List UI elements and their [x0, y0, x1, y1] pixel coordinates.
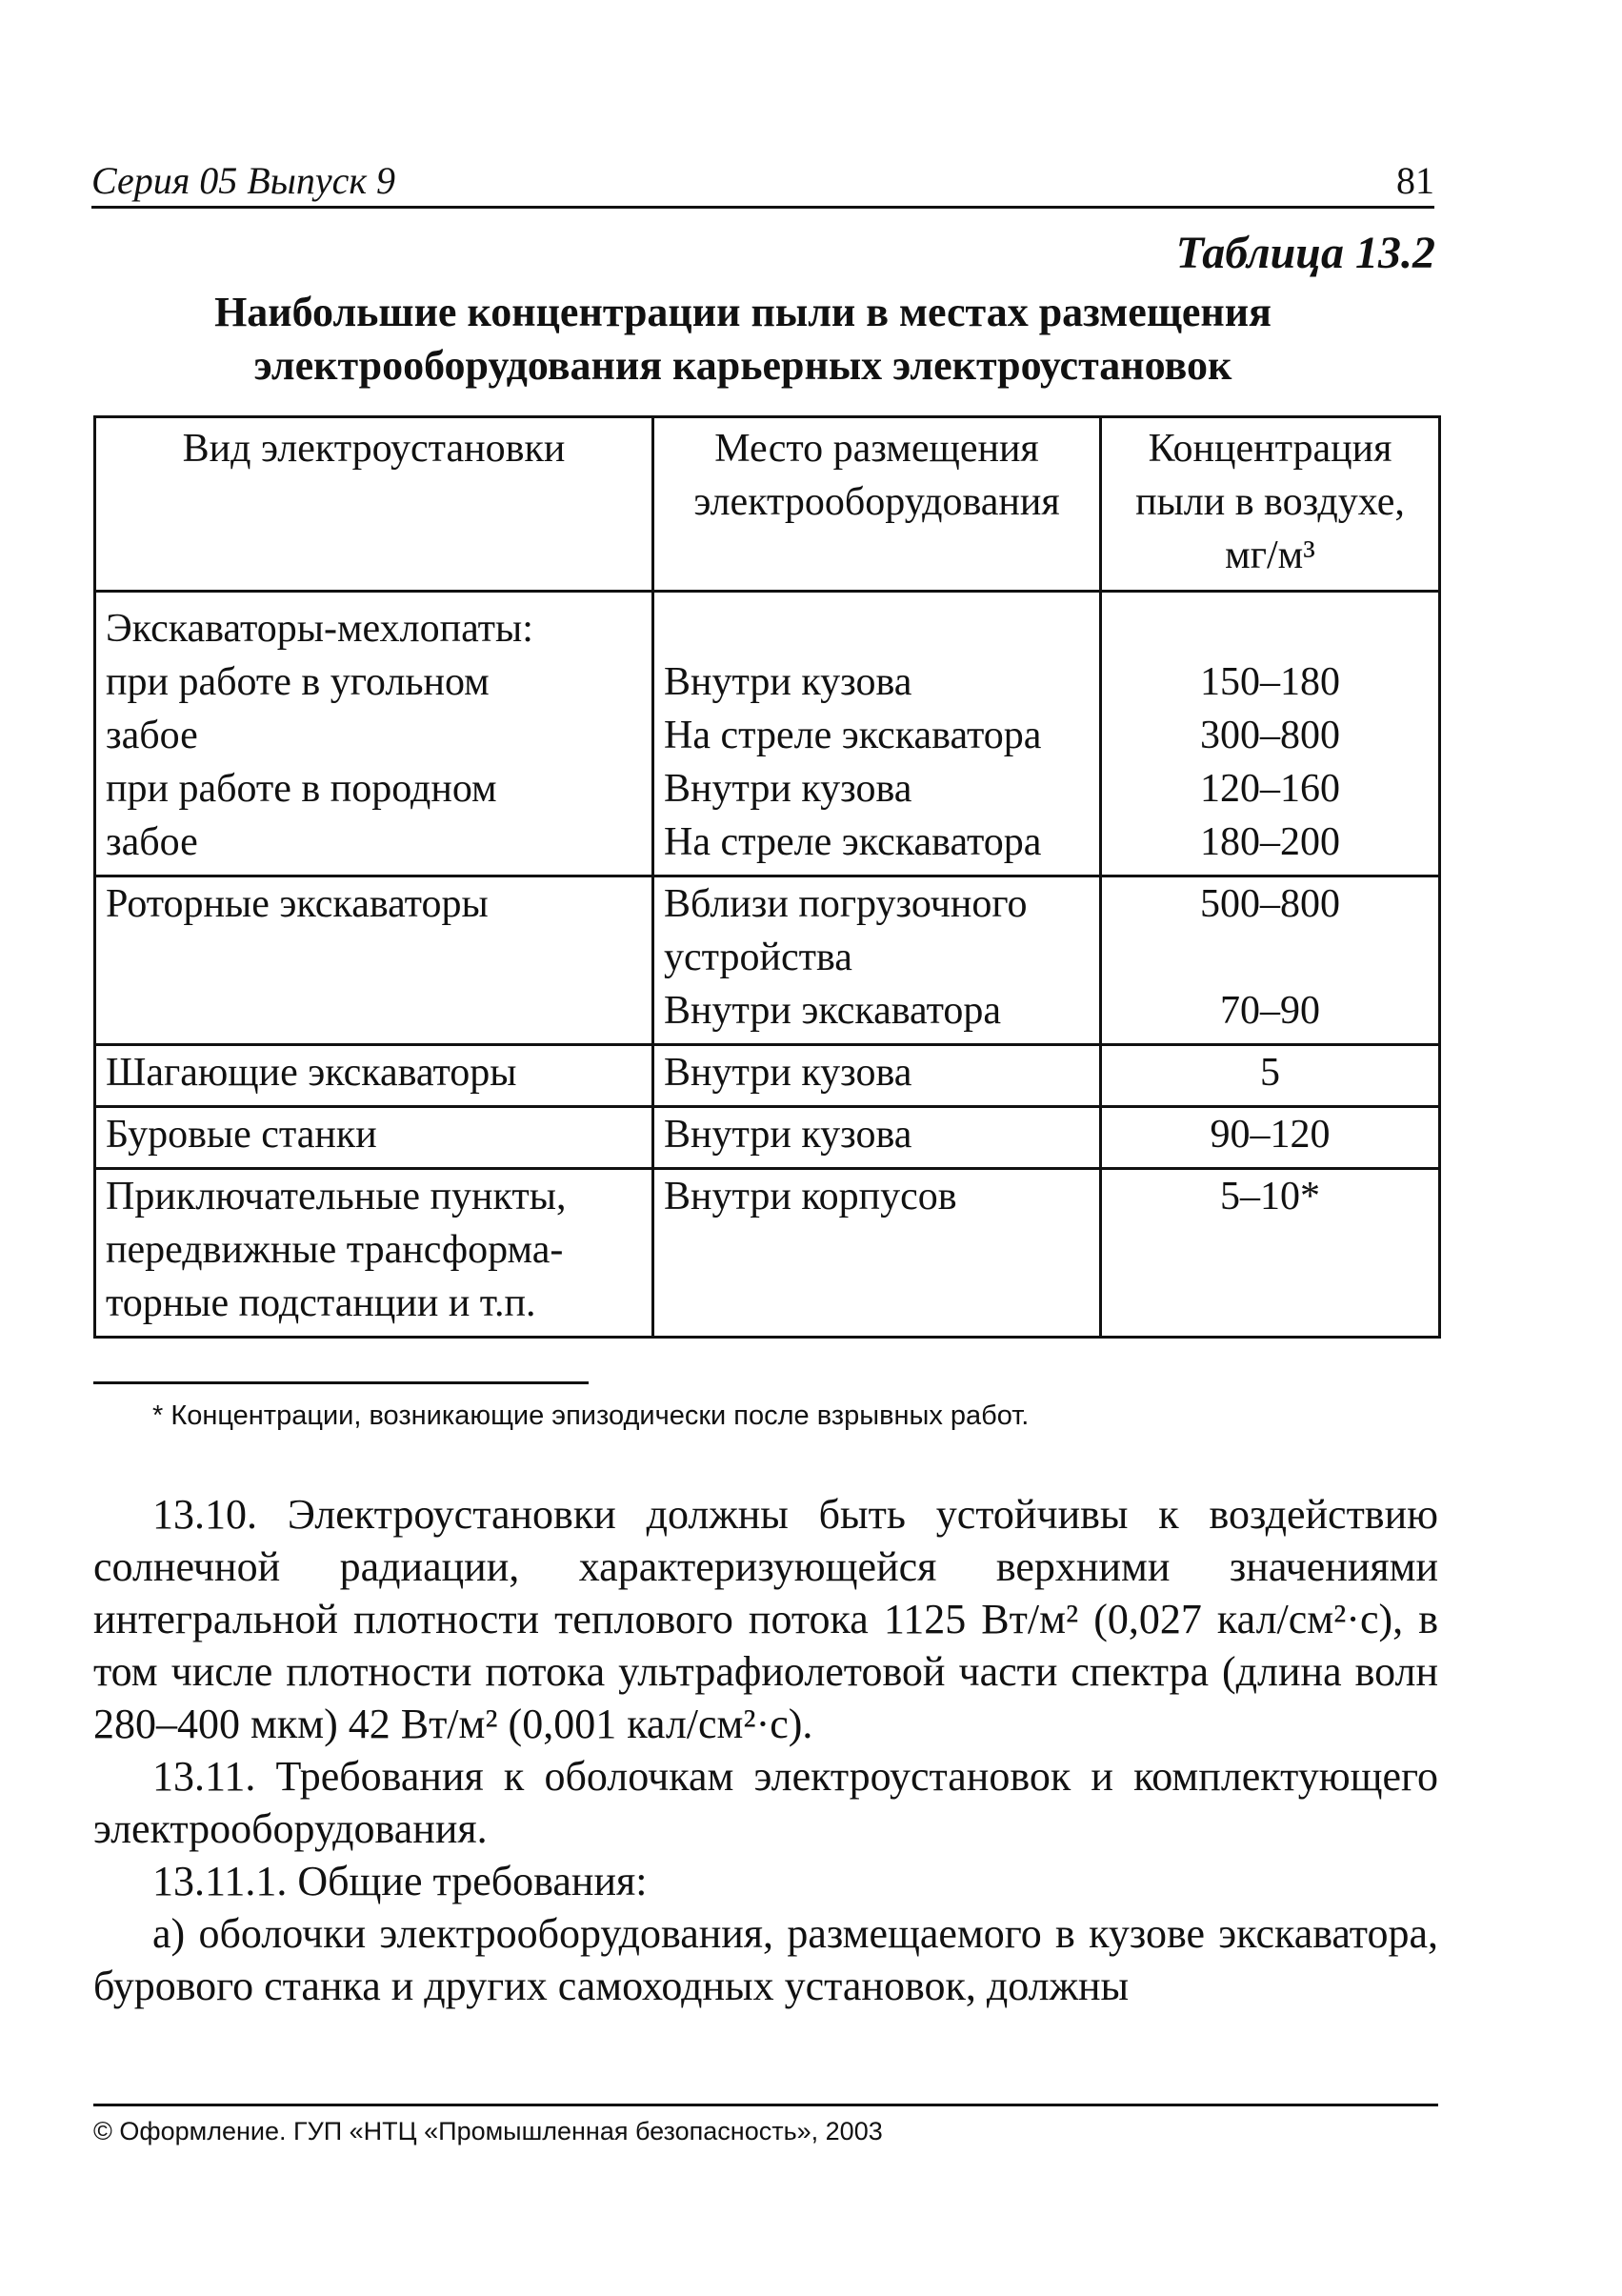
cell-line: Внутри кузова [664, 1051, 912, 1095]
footer-rule [93, 2104, 1438, 2106]
cell-line: Внутри кузова [664, 660, 912, 704]
table-title: Наибольшие концентрации пыли в местах размещения электрооборудования карьерных электроустановок [214, 289, 1272, 389]
concentration-cell [1101, 876, 1440, 1045]
cell-line: Внутри экскаватора [664, 989, 1002, 1033]
header-rule [91, 206, 1434, 209]
cell-line: при работе в угольном [106, 660, 490, 704]
table-footnote: * Концентрации, возникающие эпизодически после взрывных работ. [152, 1400, 1030, 1431]
header-line: электрооборудования [693, 480, 1060, 524]
header-line: Место размещения [714, 427, 1039, 471]
place-cell [653, 1045, 1101, 1107]
type-cell [95, 592, 653, 876]
header-line: Концентрация [1148, 427, 1392, 471]
paragraph-item-a: а) оболочки электрооборудования, размещаемого в кузове экскаватора, бурового станка и других самоходных установок, должны [93, 1910, 1438, 2009]
concentration-cell [1101, 592, 1440, 876]
cell-line: Внутри кузова [664, 1113, 912, 1157]
cell-line: 300–800 [1200, 714, 1340, 757]
cell-line: 5–10* [1220, 1175, 1320, 1218]
place-cell [653, 1169, 1101, 1338]
cell-line: Внутри кузова [664, 767, 912, 811]
cell-line: забое [106, 714, 198, 757]
type-cell [95, 1169, 653, 1338]
cell-line: при работе в породном [106, 767, 497, 811]
table-row [95, 592, 1440, 876]
cell-line: Внутри корпусов [664, 1175, 957, 1218]
type-cell [95, 1045, 653, 1107]
table-label: Таблица 13.2 [1175, 228, 1435, 278]
footnote-rule [93, 1381, 589, 1384]
cell-line: 500–800 [1200, 882, 1340, 926]
cell-line: передвижные трансформа- [106, 1228, 564, 1272]
place-cell [653, 1107, 1101, 1169]
table-row [95, 1169, 1440, 1338]
cell-line: Экскаваторы-мехлопаты: [106, 607, 533, 651]
cell-line: На стреле экскаватора [664, 820, 1042, 864]
concentration-cell [1101, 1107, 1440, 1169]
cell-line: Шагающие экскаваторы [106, 1051, 517, 1095]
table-row [95, 1107, 1440, 1169]
cell-line: устройства [664, 936, 852, 979]
cell-line: На стреле экскаватора [664, 714, 1042, 757]
cell-line: 5 [1260, 1051, 1280, 1095]
type-cell [95, 876, 653, 1045]
cell-line: забое [106, 820, 198, 864]
dust-concentration-table [93, 415, 1441, 1339]
header-line: мг/м³ [1225, 534, 1315, 577]
copyright-notice: © Оформление. ГУП «НТЦ «Промышленная безопасность», 2003 [93, 2117, 883, 2145]
cell-line: Приключательные пункты, [106, 1175, 567, 1218]
place-cell [653, 876, 1101, 1045]
header-line: пыли в воздухе, [1135, 480, 1405, 524]
running-header [91, 152, 1434, 211]
cell-line: Буровые станки [106, 1113, 377, 1157]
concentration-cell [1101, 1169, 1440, 1338]
concentration-cell [1101, 1045, 1440, 1107]
body-text [93, 1488, 1438, 2012]
cell-line: Вблизи погрузочного [664, 882, 1028, 926]
cell-line: 180–200 [1200, 820, 1340, 864]
cell-line: 90–120 [1210, 1113, 1331, 1157]
header-cell-concentration [1101, 417, 1440, 592]
page-number: 81 [1396, 159, 1434, 202]
cell-line: торные подстанции и т.п. [106, 1281, 536, 1325]
cell-line: 150–180 [1200, 660, 1340, 704]
cell-line: 70–90 [1220, 989, 1320, 1033]
paragraph-13-11: 13.11. Требования к оболочкам электроустановок и комплектующего электрооборудования. [93, 1753, 1438, 1852]
series-label: Серия 05 Выпуск 9 [91, 159, 396, 202]
place-cell [653, 592, 1101, 876]
cell-line: 120–160 [1200, 767, 1340, 811]
table-header-row [95, 417, 1440, 592]
type-cell [95, 1107, 653, 1169]
header-cell-place [653, 417, 1101, 592]
paragraph-13-10: 13.10. Электроустановки должны быть устойчивы к воздействию солнечной радиации, характеризующейся верхними значениями интегральной плотности теплового потока 1125 Вт/м² (0,027 кал/см²·с), в том числе плотности потока ультрафиолетовой части спектра (длина волн 280–400 мкм) 42 Вт/м² (0,001 кал/см²·с). [93, 1491, 1438, 1747]
table-row [95, 876, 1440, 1045]
table-row [95, 1045, 1440, 1107]
header-cell-type [95, 417, 653, 592]
cell-line: Роторные экскаваторы [106, 882, 489, 926]
paragraph-13-11-1: 13.11.1. Общие требования: [152, 1858, 648, 1904]
header-line: Вид электроустановки [182, 427, 566, 471]
